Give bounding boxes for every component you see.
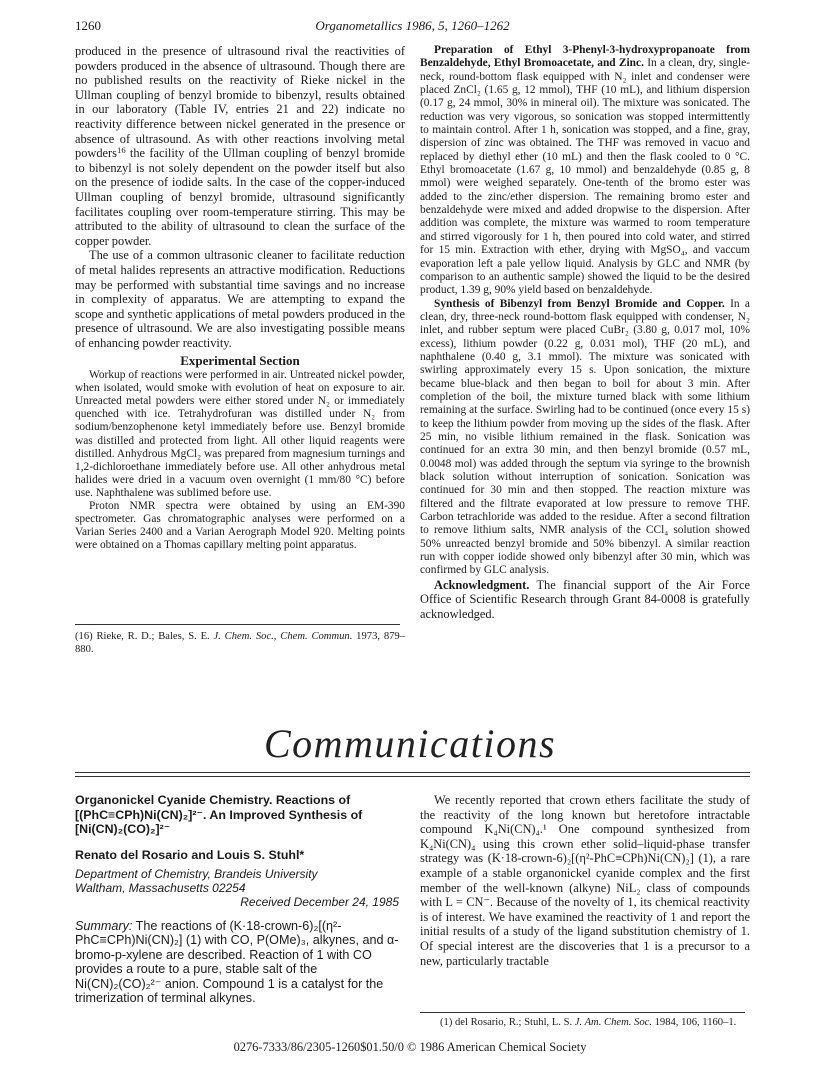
footnote-text: 1973, 879–880. bbox=[75, 631, 406, 655]
footnote bbox=[75, 630, 405, 656]
acknowledgment bbox=[420, 578, 750, 622]
footnote-text: (16) Rieke, R. D.; Bales, S. E. bbox=[75, 631, 214, 642]
article-title bbox=[75, 793, 405, 837]
authors: Renato del Rosario and Louis S. Stuhl* bbox=[75, 847, 305, 862]
page-footer: 0276-7333/86/2305-1260$01.50/0 © 1986 American Chemical Society bbox=[233, 1040, 587, 1054]
communication-front-matter bbox=[75, 793, 405, 1006]
procedure-heading: Preparation of Ethyl 3-Phenyl-3-hydroxypropanoate from Benzaldehyde, Ethyl Bromoacetate, and Zinc. bbox=[420, 44, 750, 70]
procedure-text: In a clean, dry, single-neck, round-bottom flask equipped with N₂ inlet and condenser were placed ZnCl₂ (1.65 g, 12 mmol), THF (10 mL), and lithium dispersion (0.17 g, 24 mmol, 30% in mineral oil). The mixture was sonicated. The reduction was very vigorous, so sonication was stopped intermittently to maintain control. After 1 h, sonication was stopped, and a fine, gray, dispersion of zinc was obtained. The THF was removed in vacuo and replaced by diethyl ether (10 mL) and then the flask cooled to 0 °C. Ethyl bromoacetate (1.67 g, 10 mmol) and benzaldehyde (0.85 g, 8 mmol) were weighed separately. One-tenth of the bromo ester was added to the zinc/ether dispersion. The remaining bromo ester and benzaldehyde were mixed and added dropwise to the dispersion. After addition was complete, the mixture was warmed to room temperature and stirred vigorously for 1 h, then poured into cold water, and stirred for 15 min. Extraction with ether, drying with MgSO₄, and vaccum evaporation left a pale yellow liquid. Analysis by GLC and NMR (by comparison to an authentic sample) showed the liquid to be the desired product, 1.39 g, 90% yield based on benzaldehyde. bbox=[420, 57, 750, 297]
footnote-text: (1) del Rosario, R.; Stuhl, L. S. bbox=[440, 1017, 575, 1028]
footnote-journal: J. Am. Chem. Soc. bbox=[574, 1017, 652, 1028]
footnote-divider bbox=[75, 624, 400, 625]
section-title: Communications bbox=[263, 721, 557, 766]
paragraph-text: the facility of the Ullman coupling of benzyl bromide to bibenzyl is not solely dependent on the powder itself but also on the presence of iodide salts. In the case of the copper-induced Ullman coupling of benzyl bromide, ultrasound significantly facilitates coupling over room-temperature stirring. This may be attributed to the ability of ultrasound to clean the surface of the copper powder. bbox=[75, 146, 405, 248]
body-paragraph: The use of a common ultrasonic cleaner to facilitate reduction of metal halides represents an attractive modification. Reductions may be performed with substantial time savings and no increase in complexity of apparatus. We are attempting to expand the scope and synthetic applications of metal powders produced in the presence of ultrasound. We are also investigating possible means of enhancing powder reactivity. bbox=[75, 248, 405, 350]
procedure-paragraph bbox=[420, 298, 750, 578]
journal-name: Organometallics bbox=[315, 18, 403, 33]
title-line: [(PhC≡CPh)Ni(CN)₂]²⁻. An Improved Synthesis of bbox=[75, 807, 363, 822]
procedure-text: In a clean, dry, three-neck round-bottom flask equipped with condenser, N₂ inlet, and rubber septum were placed CuBr₂ (3.80 g, 0.017 mol, 10% excess), lithium powder (0.22 g, 0.031 mol), THF (20 mL), and naphthalene (0.40 g, 3.1 mmol). The mixture was sonicated with swirling approximately every 15 s. Upon sonication, the mixture became blue-black and then began to boil for about 3 min. After completion of the boil, the mixture turned black with some lithium remaining at the surface. Swirling had to be continued (once every 15 s) to keep the lithium powder from moving up the sides of the flask. After 25 min, no visible lithium remained in the flask. Sonication was continued for an extra 30 min, and then benzyl bromide (0.57 mL, 0.0048 mol) was added through the septum via syringe to the brownish black solution without interruption of sonication. Sonication was continued for 30 min and then stopped. The reaction mixture was filtered and the filtrate evaporated at low pressure to remove THF. Carbon tetrachloride was added to the residue. After a second filtration to remove lithium salts, NMR analysis of the CCl₄ solution showed 50% unreacted benzyl bromide and 50% bibenzyl. A similar reaction run with copper iodide showed only bibenzyl after 30 min, which was confirmed by GLC analysis. bbox=[420, 297, 750, 577]
body-paragraph: We recently reported that crown ethers facilitate the study of the reactivity of the long known but heretofore intractable compound K₄Ni(CN)₄.¹ One compound synthesized from K₄Ni(CN)₄ using this crown ether solid–liquid-phase transfer strategy was (K·18-crown-6)₂[(η²-PhC≡CPh)Ni(CN)₂] (1), a rare example of a stable organonickel cyanide complex and the first member of the well-known (alkyne) NiL₂ class of compounds with L = CN⁻. Because of the novelty of 1, its chemical reactivity is of interest. We have examined the reactivity of 1 and report the initial results of a study of the ligand substitution chemistry of 1. Of special interest are the discoveries that 1 is a precursor to a new, particularly tractable bbox=[420, 793, 750, 968]
left-column bbox=[75, 44, 405, 552]
affiliation-line: Waltham, Massachusetts 02254 bbox=[75, 880, 246, 895]
reference-marker: 16 bbox=[116, 145, 126, 156]
title-line: [Ni(CN)₂(CO)₂]²⁻ bbox=[75, 822, 171, 836]
title-line: Organonickel Cyanide Chemistry. Reactions of bbox=[75, 793, 351, 807]
right-column bbox=[420, 44, 750, 622]
footnote bbox=[440, 1017, 750, 1028]
page-header bbox=[75, 18, 750, 36]
affiliation bbox=[75, 867, 405, 895]
summary-text: The reactions of (K·18-crown-6)₂[(η²-PhC≡CPh)Ni(CN)₂] (1) with CO, P(OMe)₃, alkynes, and α-bromo-p-xylene are described. Reaction of 1 with CO provides a route to a pure, stable salt of the Ni(CN)₂(CO)₂²⁻ anion. Compound 1 is a catalyst for the trimerization of terminal alkynes. bbox=[75, 918, 399, 1006]
journal-citation bbox=[75, 18, 750, 34]
received-date: Received December 24, 1985 bbox=[240, 894, 399, 909]
section-divider bbox=[75, 776, 750, 777]
footnote-text: 1984, 106, 1160–1. bbox=[651, 1017, 737, 1028]
procedure-heading: Synthesis of Bibenzyl from Benzyl Bromide and Copper. bbox=[434, 297, 725, 310]
communication-body bbox=[420, 793, 750, 968]
body-paragraph: Workup of reactions were performed in air. Untreated nickel powder, when isolated, would smoke with evolution of heat on exposure to air. Unreacted metal powders were either stored under N₂ or immediately quenched with ice. Tetrahydrofuran was distilled under N₂ from sodium/benzophenone ketyl immediately before use. Benzyl bromide was distilled and protected from light. All other liquid reagents were distilled. Anhydrous MgCl₂ was prepared from magnesium turnings and 1,2-dichloroethane immediately before use. All other anhydrous metal halides were dried in a vacuum oven overnight (1 mm/80 °C) before use. Naphthalene was sublimed before use. bbox=[75, 369, 405, 499]
paragraph-text: produced in the presence of ultrasound rival the reactivities of powders produced in the absence of ultrasound. Though there are no published results on the reactivity of Rieke nickel in the Ullman coupling of benzyl bromide to bibenzyl, results obtained in our laboratory (Table IV, entries 21 and 22) indicate no reactivity difference between nickel generated in the presence or absence of ultrasound. As with other reactions involving metal powders bbox=[75, 44, 405, 161]
acknowledgment-heading: Acknowledgment. bbox=[434, 577, 530, 592]
acknowledgment-text: The financial support of the Air Force Office of Scientific Research through Grant 84-0008 is gratefully acknowledged. bbox=[420, 577, 750, 621]
affiliation-line: Department of Chemistry, Brandeis University bbox=[75, 866, 318, 881]
body-paragraph bbox=[75, 44, 405, 248]
body-paragraph: Proton NMR spectra were obtained by using an EM-390 spectrometer. Gas chromatographic analyses were performed on a Varian Series 2400 and a Varian Aerograph Model 920. Melting points were obtained on a Thomas capillary melting point apparatus. bbox=[75, 500, 405, 552]
summary-label: Summary: bbox=[75, 918, 133, 933]
procedure-paragraph bbox=[420, 44, 750, 298]
summary bbox=[75, 919, 405, 1007]
journal-volume-pages: 1986, 5, 1260–1262 bbox=[402, 18, 510, 33]
page-number: 1260 bbox=[75, 18, 101, 33]
experimental-section bbox=[75, 354, 405, 552]
section-divider bbox=[75, 772, 750, 773]
footnote-journal: J. Chem. Soc., Chem. Commun. bbox=[213, 631, 353, 642]
section-heading: Experimental Section bbox=[180, 353, 300, 369]
footnote-divider bbox=[420, 1012, 745, 1013]
